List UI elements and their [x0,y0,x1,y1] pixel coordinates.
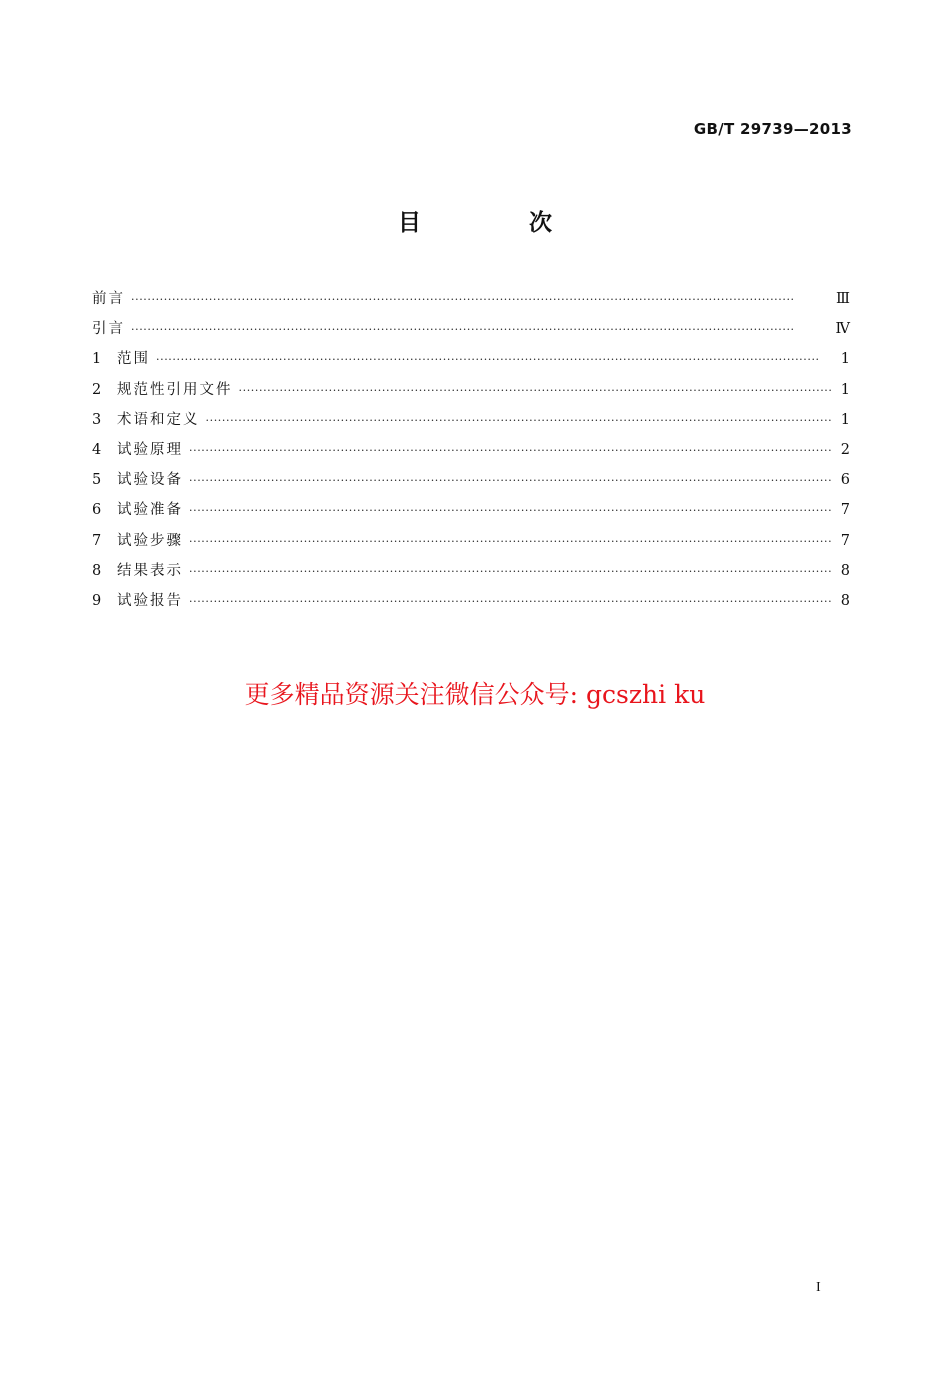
toc-entry-number: 9 [92,592,102,609]
toc-page-number: 1 [840,411,850,428]
footer-page-number: I [816,1280,821,1295]
toc-dot-leader [189,587,832,617]
toc-page-number: 6 [840,472,850,489]
toc-dot-leader [239,376,833,406]
toc-page-number: Ⅲ [836,291,850,307]
toc-page-number: 2 [840,441,850,458]
toc-dot-leader [156,345,832,375]
toc-page-number: 1 [840,381,850,398]
promo-watermark-text: 更多精品资源关注微信公众号: gcszhi ku [244,680,706,709]
toc-entry-test-report[interactable] [92,586,850,616]
toc-entry-title: 引言 [92,321,125,338]
toc-entry-title: 试验报告 [117,592,183,609]
toc-entry-terms-definitions[interactable] [92,405,850,435]
toc-entry-title: 试验准备 [117,502,183,519]
toc-entry-expression-of-results[interactable] [92,556,850,586]
toc-entry-number: 5 [92,472,102,489]
toc-page-number: 7 [840,532,850,549]
toc-entry-test-principle[interactable] [92,435,850,465]
toc-entry-number: 4 [92,441,102,458]
toc-entry-title: 术语和定义 [117,411,200,428]
toc-entry-normative-references[interactable] [92,375,850,405]
toc-dot-leader [189,527,832,557]
toc-dot-leader [189,496,832,526]
toc-entry-title: 规范性引用文件 [117,381,233,398]
toc-page-number: 8 [840,592,850,609]
toc-dot-leader [189,557,832,587]
toc-dot-leader [131,315,830,345]
toc-page-number: Ⅳ [835,321,850,338]
toc-entry-number: 6 [92,502,102,519]
toc-page-number: 8 [840,562,850,579]
toc-entry-number: 3 [92,411,102,428]
toc-dot-leader [189,436,832,466]
toc-entry-test-equipment[interactable] [92,465,850,495]
toc-dot-leader [131,285,830,315]
toc-entry-number: 1 [92,351,102,368]
toc-entry-title: 结果表示 [117,562,183,579]
toc-page-number: 7 [840,502,850,519]
toc-page-number: 1 [840,351,850,368]
toc-entry-number: 8 [92,562,102,579]
toc-dot-leader [206,406,833,436]
toc-entry-title: 前言 [92,291,125,307]
standard-code: GB/T 29739—2013 [693,120,852,138]
toc-entry-test-preparation[interactable] [92,495,850,525]
page-title: 目 次 [397,210,602,236]
toc-entry-test-procedure[interactable] [92,526,850,556]
toc-entry-introduction[interactable] [92,314,850,344]
toc-entry-title: 试验设备 [117,472,183,489]
toc-entry-title: 范围 [117,351,150,368]
toc-entry-title: 试验原理 [117,441,183,458]
toc-dot-leader [189,466,832,496]
toc-entry-foreword[interactable] [92,284,850,314]
table-of-contents [92,284,850,616]
toc-entry-scope[interactable] [92,344,850,374]
toc-entry-title: 试验步骤 [117,532,183,549]
toc-entry-number: 7 [92,532,102,549]
toc-entry-number: 2 [92,381,102,398]
